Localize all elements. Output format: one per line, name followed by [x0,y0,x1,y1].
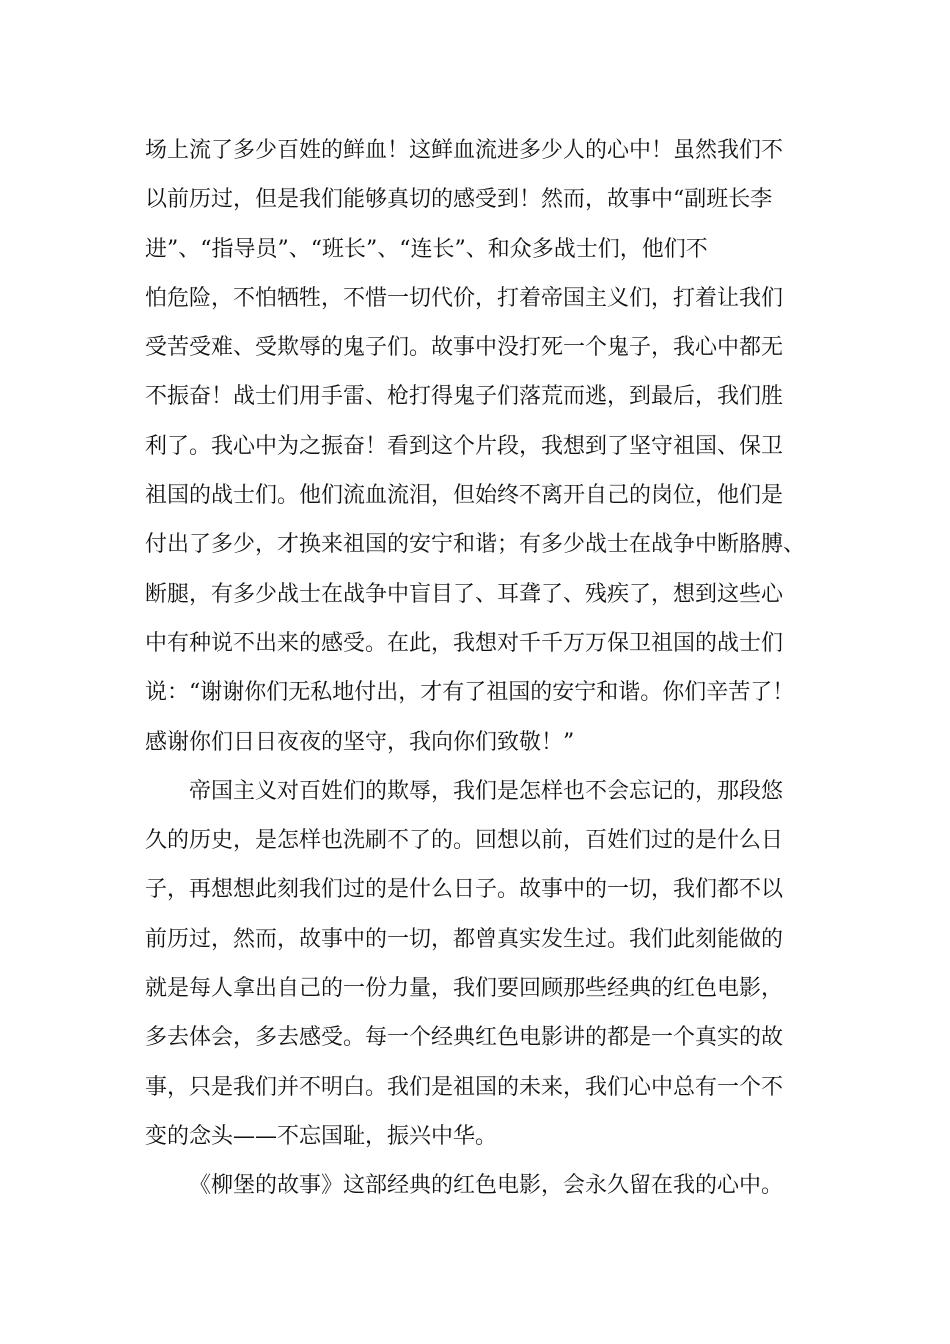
text-line: 场上流了多少百姓的鲜血！这鲜血流进多少人的心中！虽然我们不 [145,138,784,163]
text-line: 说：“谢谢你们无私地付出，才有了祖国的安宁和谐。你们辛苦了！ [145,680,795,706]
text-line: 中有种说不出来的感受。在此，我想对千千万万保卫祖国的战士们 [145,630,784,656]
text-line: 前历过，然而，故事中的一切，都曾真实发生过。我们此刻能做的 [145,926,784,952]
text-line: 帝国主义对百姓们的欺辱，我们是怎样也不会忘记的，那段悠 [189,778,784,804]
text-line: 进”、“指导员”、“班长”、“连长”、和众多战士们，他们不 [145,236,708,262]
text-line: 不振奋！战士们用手雷、枪打得鬼子们落荒而逃，到最后，我们胜 [145,384,784,410]
text-line: 怕危险，不怕牺牲，不惜一切代价，打着帝国主义们，打着让我们 [145,285,784,311]
body-text [145,126,845,1211]
text-line: 《柳堡的故事》这部经典的红色电影，会永久留在我的心中。 [189,1173,784,1199]
text-line: 变的念头——不忘国耻，振兴中华。 [145,1123,498,1149]
text-line: 多去体会，多去感受。每一个经典红色电影讲的都是一个真实的故 [145,1025,784,1051]
text-line: 久的历史，是怎样也洗刷不了的。回想以前，百姓们过的是什么日 [145,828,784,854]
paragraph [145,767,845,1161]
paragraph [145,126,845,767]
text-line: 断腿，有多少战士在战争中盲目了、耳聋了、残疾了，想到这些心 [145,581,784,607]
paragraph [145,1161,845,1210]
text-line: 就是每人拿出自己的一份力量，我们要回顾那些经典的红色电影， [145,976,784,1002]
text-line: 祖国的战士们。他们流血流泪，但始终不离开自己的岗位，他们是 [145,483,784,509]
text-line: 事，只是我们并不明白。我们是祖国的未来，我们心中总有一个不 [145,1074,784,1100]
text-line: 子，再想想此刻我们过的是什么日子。故事中的一切，我们都不以 [145,877,784,903]
text-line: 利了。我心中为之振奋！看到这个片段，我想到了坚守祖国、保卫 [145,433,784,459]
text-line: 付出了多少，才换来祖国的安宁和谐；有多少战士在战争中断胳膊、 [145,532,806,558]
text-line: 感谢你们日日夜夜的坚守，我向你们致敬！” [145,729,575,755]
text-line: 以前历过，但是我们能够真切的感受到！然而，故事中“副班长李 [145,187,773,213]
text-line: 受苦受难、受欺辱的鬼子们。故事中没打死一个鬼子，我心中都无 [145,335,784,361]
